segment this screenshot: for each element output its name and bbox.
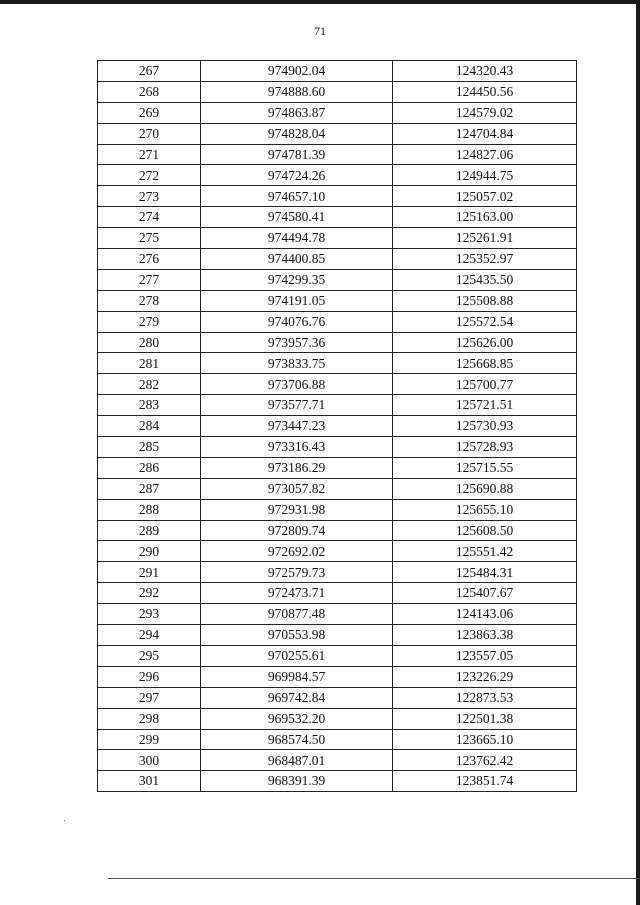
table-row — [98, 311, 577, 332]
y-coordinate-cell: 125715.55 — [393, 457, 577, 478]
point-number-cell: 286 — [98, 457, 201, 478]
table-row — [98, 562, 577, 583]
point-number-cell: 288 — [98, 499, 201, 520]
x-coordinate-cell: 974494.78 — [201, 228, 393, 249]
table-row — [98, 61, 577, 82]
table-row — [98, 541, 577, 562]
point-number-cell: 280 — [98, 332, 201, 353]
table-row — [98, 583, 577, 604]
point-number-cell: 284 — [98, 416, 201, 437]
table-row — [98, 332, 577, 353]
x-coordinate-cell: 974828.04 — [201, 123, 393, 144]
table-row — [98, 666, 577, 687]
x-coordinate-cell: 973577.71 — [201, 395, 393, 416]
x-coordinate-cell: 973706.88 — [201, 374, 393, 395]
table-row — [98, 416, 577, 437]
x-coordinate-cell: 974191.05 — [201, 290, 393, 311]
x-coordinate-cell: 972931.98 — [201, 499, 393, 520]
y-coordinate-cell: 125484.31 — [393, 562, 577, 583]
x-coordinate-cell: 972579.73 — [201, 562, 393, 583]
table-row — [98, 228, 577, 249]
x-coordinate-cell: 969984.57 — [201, 666, 393, 687]
y-coordinate-cell: 125508.88 — [393, 290, 577, 311]
y-coordinate-cell: 125730.93 — [393, 416, 577, 437]
point-number-cell: 269 — [98, 102, 201, 123]
point-number-cell: 279 — [98, 311, 201, 332]
table-row — [98, 81, 577, 102]
point-number-cell: 277 — [98, 269, 201, 290]
point-number-cell: 292 — [98, 583, 201, 604]
x-coordinate-cell: 974400.85 — [201, 249, 393, 270]
table-row — [98, 771, 577, 792]
x-coordinate-cell: 970877.48 — [201, 604, 393, 625]
table-row — [98, 290, 577, 311]
y-coordinate-cell: 125572.54 — [393, 311, 577, 332]
y-coordinate-cell: 124579.02 — [393, 102, 577, 123]
x-coordinate-cell: 974076.76 — [201, 311, 393, 332]
point-number-cell: 270 — [98, 123, 201, 144]
point-number-cell: 281 — [98, 353, 201, 374]
x-coordinate-cell: 973316.43 — [201, 437, 393, 458]
y-coordinate-cell: 125655.10 — [393, 499, 577, 520]
y-coordinate-cell: 124827.06 — [393, 144, 577, 165]
point-number-cell: 267 — [98, 61, 201, 82]
table-row — [98, 249, 577, 270]
point-number-cell: 296 — [98, 666, 201, 687]
table-row — [98, 604, 577, 625]
x-coordinate-cell: 969742.84 — [201, 687, 393, 708]
x-coordinate-cell: 973186.29 — [201, 457, 393, 478]
point-number-cell: 295 — [98, 645, 201, 666]
x-coordinate-cell: 972692.02 — [201, 541, 393, 562]
point-number-cell: 301 — [98, 771, 201, 792]
x-coordinate-cell: 973057.82 — [201, 478, 393, 499]
y-coordinate-cell: 125721.51 — [393, 395, 577, 416]
y-coordinate-cell: 125668.85 — [393, 353, 577, 374]
point-number-cell: 298 — [98, 708, 201, 729]
table-row — [98, 144, 577, 165]
table-row — [98, 687, 577, 708]
table-row — [98, 478, 577, 499]
page-number: 71 — [314, 24, 326, 38]
point-number-cell: 300 — [98, 750, 201, 771]
y-coordinate-cell: 124450.56 — [393, 81, 577, 102]
table-row — [98, 269, 577, 290]
table-row — [98, 123, 577, 144]
x-coordinate-cell: 972809.74 — [201, 520, 393, 541]
point-number-cell: 287 — [98, 478, 201, 499]
point-number-cell: 276 — [98, 249, 201, 270]
y-coordinate-cell: 124704.84 — [393, 123, 577, 144]
y-coordinate-cell: 125352.97 — [393, 249, 577, 270]
point-number-cell: 272 — [98, 165, 201, 186]
table-row — [98, 520, 577, 541]
point-number-cell: 271 — [98, 144, 201, 165]
coordinates-table-body — [98, 61, 577, 792]
point-number-cell: 268 — [98, 81, 201, 102]
y-coordinate-cell: 123665.10 — [393, 729, 577, 750]
x-coordinate-cell: 970255.61 — [201, 645, 393, 666]
y-coordinate-cell: 123851.74 — [393, 771, 577, 792]
point-number-cell: 299 — [98, 729, 201, 750]
x-coordinate-cell: 974888.60 — [201, 81, 393, 102]
y-coordinate-cell: 125626.00 — [393, 332, 577, 353]
table-row — [98, 374, 577, 395]
x-coordinate-cell: 974781.39 — [201, 144, 393, 165]
y-coordinate-cell: 125700.77 — [393, 374, 577, 395]
x-coordinate-cell: 968391.39 — [201, 771, 393, 792]
table-row — [98, 729, 577, 750]
point-number-cell: 282 — [98, 374, 201, 395]
y-coordinate-cell: 123557.05 — [393, 645, 577, 666]
y-coordinate-cell: 122501.38 — [393, 708, 577, 729]
page-border-top — [0, 0, 640, 4]
x-coordinate-cell: 974580.41 — [201, 207, 393, 228]
y-coordinate-cell: 124143.06 — [393, 604, 577, 625]
table-row — [98, 186, 577, 207]
point-number-cell: 294 — [98, 625, 201, 646]
point-number-cell: 285 — [98, 437, 201, 458]
y-coordinate-cell: 125728.93 — [393, 437, 577, 458]
x-coordinate-cell: 968487.01 — [201, 750, 393, 771]
point-number-cell: 275 — [98, 228, 201, 249]
y-coordinate-cell: 125057.02 — [393, 186, 577, 207]
table-row — [98, 437, 577, 458]
y-coordinate-cell: 125163.00 — [393, 207, 577, 228]
table-row — [98, 353, 577, 374]
y-coordinate-cell: 125407.67 — [393, 583, 577, 604]
table-row — [98, 499, 577, 520]
table-row — [98, 165, 577, 186]
y-coordinate-cell: 123226.29 — [393, 666, 577, 687]
y-coordinate-cell: 125690.88 — [393, 478, 577, 499]
point-number-cell: 290 — [98, 541, 201, 562]
y-coordinate-cell: 123863.38 — [393, 625, 577, 646]
point-number-cell: 274 — [98, 207, 201, 228]
x-coordinate-cell: 973957.36 — [201, 332, 393, 353]
y-coordinate-cell: 124944.75 — [393, 165, 577, 186]
table-row — [98, 750, 577, 771]
page-border-bottom — [108, 878, 640, 879]
table-row — [98, 708, 577, 729]
x-coordinate-cell: 974657.10 — [201, 186, 393, 207]
x-coordinate-cell: 969532.20 — [201, 708, 393, 729]
x-coordinate-cell: 972473.71 — [201, 583, 393, 604]
scan-mark — [64, 820, 65, 821]
point-number-cell: 293 — [98, 604, 201, 625]
table-row — [98, 102, 577, 123]
table-row — [98, 625, 577, 646]
point-number-cell: 291 — [98, 562, 201, 583]
coordinates-table — [97, 60, 577, 792]
page-border-right — [636, 0, 640, 905]
x-coordinate-cell: 973447.23 — [201, 416, 393, 437]
y-coordinate-cell: 125551.42 — [393, 541, 577, 562]
x-coordinate-cell: 974299.35 — [201, 269, 393, 290]
x-coordinate-cell: 974724.26 — [201, 165, 393, 186]
x-coordinate-cell: 968574.50 — [201, 729, 393, 750]
y-coordinate-cell: 125435.50 — [393, 269, 577, 290]
y-coordinate-cell: 123762.42 — [393, 750, 577, 771]
y-coordinate-cell: 125261.91 — [393, 228, 577, 249]
point-number-cell: 278 — [98, 290, 201, 311]
y-coordinate-cell: 122873.53 — [393, 687, 577, 708]
table-row — [98, 395, 577, 416]
point-number-cell: 297 — [98, 687, 201, 708]
x-coordinate-cell: 974863.87 — [201, 102, 393, 123]
point-number-cell: 273 — [98, 186, 201, 207]
table-row — [98, 645, 577, 666]
table-row — [98, 457, 577, 478]
y-coordinate-cell: 125608.50 — [393, 520, 577, 541]
point-number-cell: 289 — [98, 520, 201, 541]
table-row — [98, 207, 577, 228]
y-coordinate-cell: 124320.43 — [393, 61, 577, 82]
x-coordinate-cell: 974902.04 — [201, 61, 393, 82]
point-number-cell: 283 — [98, 395, 201, 416]
x-coordinate-cell: 970553.98 — [201, 625, 393, 646]
x-coordinate-cell: 973833.75 — [201, 353, 393, 374]
